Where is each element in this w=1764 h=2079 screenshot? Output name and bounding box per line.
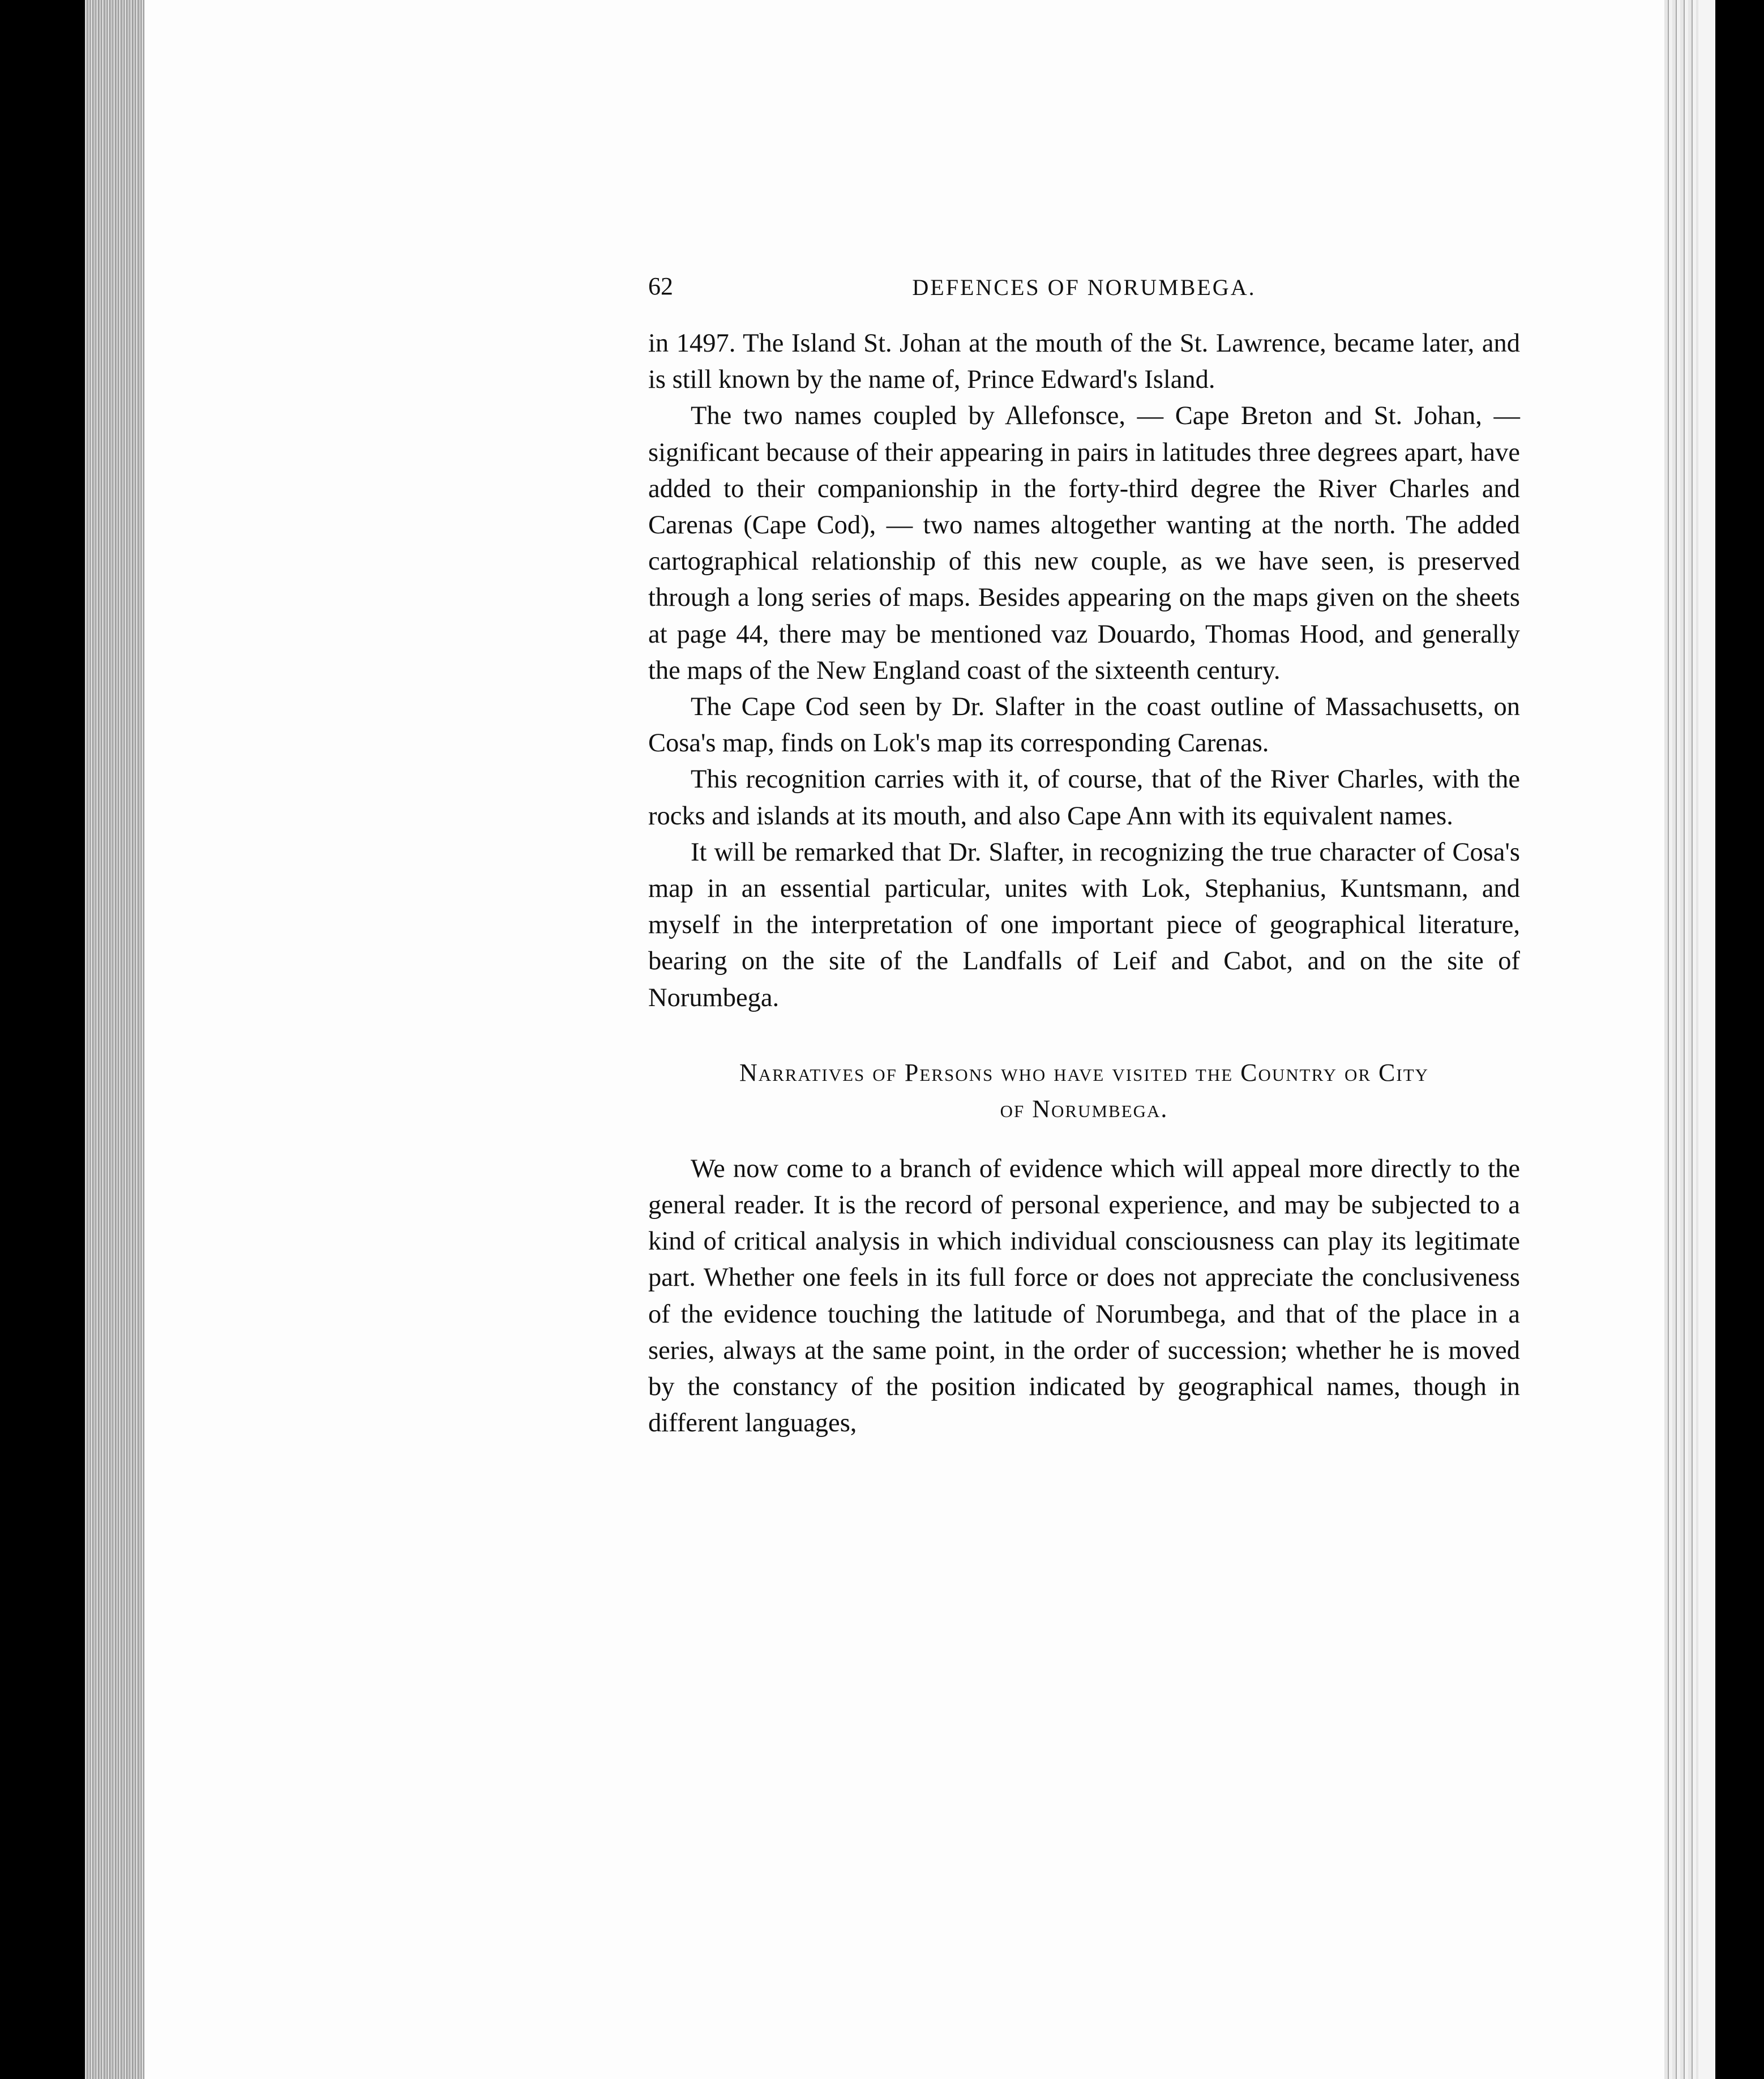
paragraph: It will be remarked that Dr. Slafter, in recognizing the true character of Cosa's map in an essential particular, unites with Lok, Stephanius, Kuntsmann, and myself in the interpretation of one important piece of geographical literature, bearing on the site of the Landfalls of Leif and Cabot, and on the site of Norumbega. <box>648 837 1520 1012</box>
running-head: DEFENCES OF NORUMBEGA. <box>912 275 1256 300</box>
book-cover-edge <box>1698 0 1715 2079</box>
paragraph: We now come to a branch of evidence which will appeal more directly to the general reader. It is the record of personal experience, and may be subjected to a kind of critical analysis in which individual consciousness can play its legitimate part. Whether one feels in its full force or does not appreciate the conclusiveness of the evidence touching the latitude of Norumbega, and that of the place in a series, always at the same point, in the order of succession; whether he is moved by the constancy of the position indicated by geographical names, though in different languages, <box>648 1154 1520 1438</box>
page-body <box>648 326 1520 1441</box>
paragraph-continued: in 1497. The Island St. Johan at the mouth of the St. Lawrence, became later, and is still known by the name of, Prince Edward's Island. <box>648 329 1520 395</box>
page-header <box>648 272 1520 306</box>
paragraph: The Cape Cod seen by Dr. Slafter in the coast outline of Massachusetts, on Cosa's map, finds on Lok's map its corresponding Carenas. <box>648 692 1520 758</box>
page-number: 62 <box>648 272 673 300</box>
paragraph: This recognition carries with it, of course, that of the River Charles, with the rocks and islands at its mouth, and also Cape Ann with its equivalent names. <box>648 765 1520 831</box>
book-page-stack-right <box>1664 0 1698 2079</box>
section-heading <box>648 1055 1520 1127</box>
section-heading-line-2: of Norumbega. <box>1000 1094 1168 1123</box>
section-heading-line-1: Narratives of Persons who have visited the Country or City <box>739 1058 1429 1086</box>
paragraph: The two names coupled by Allefonsce, — Cape Breton and St. Johan, — significant because of their appearing in pairs in latitudes three degrees apart, have added to their companionship in the forty-third degree the River Charles and Carenas (Cape Cod), — two names altogether wanting at the north. The added cartographical relationship of this new couple, as we have seen, is preserved through a long series of maps. Besides appearing on the maps given on the sheets at page 44, there may be mentioned vaz Douardo, Thomas Hood, and generally the maps of the New England coast of the sixteenth century. <box>648 401 1520 685</box>
book-page-stack-left <box>85 0 144 2079</box>
